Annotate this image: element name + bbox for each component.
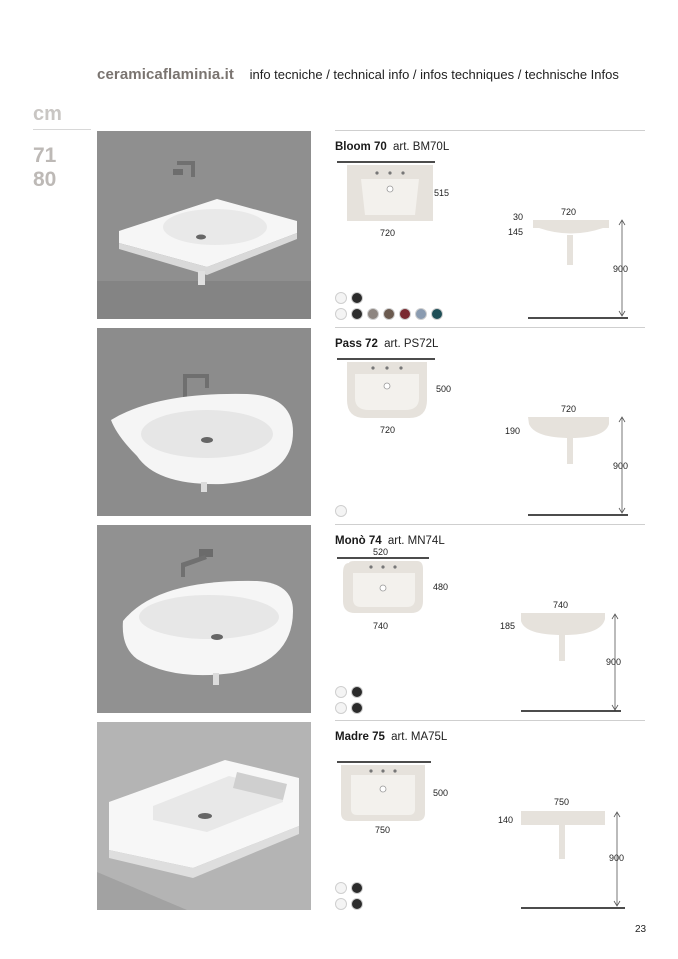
color-swatch[interactable]: [351, 686, 363, 698]
height-a-dimension: 185: [500, 621, 516, 631]
product-photo-pass: [97, 328, 311, 516]
color-swatch[interactable]: [367, 308, 379, 320]
swatch-row: [335, 882, 367, 898]
color-swatch[interactable]: [335, 505, 347, 517]
product-row-mono: [335, 525, 645, 721]
product-name: Pass 72: [335, 338, 378, 350]
side-width-dimension: 750: [554, 797, 570, 807]
floor-height-dimension: 900: [613, 461, 629, 471]
depth-dimension: 500: [433, 788, 449, 798]
front-width-dimension: 720: [380, 425, 396, 435]
floor-height-dimension: 900: [613, 264, 629, 274]
color-swatch[interactable]: [335, 882, 347, 894]
swatch-row: [335, 686, 367, 702]
technical-drawing: [335, 721, 645, 917]
floor-height-dimension: 900: [606, 657, 622, 667]
color-swatch[interactable]: [415, 308, 427, 320]
floor-height-dimension: 900: [609, 853, 625, 863]
product-article: art. PS72L: [384, 338, 439, 350]
side-width-dimension: 720: [561, 207, 577, 217]
color-swatch[interactable]: [335, 898, 347, 910]
height-a-dimension: 30: [513, 212, 524, 222]
product-row-bloom: [335, 131, 645, 327]
unit-divider: [33, 129, 91, 130]
product-photo-bloom: [97, 131, 311, 319]
depth-dimension: 500: [436, 384, 452, 394]
front-width-dimension: 720: [380, 228, 396, 238]
swatch-row: [335, 505, 351, 521]
color-swatches: [335, 292, 447, 324]
swatch-row: [335, 898, 367, 914]
technical-info-title: info tecniche / technical info / infos techniques / technische Infos: [249, 67, 619, 82]
height-a-dimension: 190: [505, 426, 521, 436]
color-swatches: [335, 882, 367, 914]
height-a-dimension: 140: [498, 815, 514, 825]
side-width-dimension: 740: [553, 600, 569, 610]
product-photo-mono: [97, 525, 311, 713]
color-swatches: [335, 686, 367, 718]
swatch-row: [335, 308, 447, 324]
color-swatch[interactable]: [335, 686, 347, 698]
color-swatch[interactable]: [351, 292, 363, 304]
brand-name[interactable]: ceramicaflaminia.it: [97, 66, 234, 83]
side-width-dimension: 720: [561, 404, 577, 414]
color-swatch[interactable]: [351, 898, 363, 910]
color-swatch[interactable]: [335, 292, 347, 304]
color-swatch[interactable]: [351, 882, 363, 894]
front-width-dimension: 740: [373, 621, 389, 631]
product-name: Bloom 70: [335, 141, 387, 153]
product-photo-madre: [97, 722, 311, 910]
size-range: [33, 144, 56, 192]
color-swatch[interactable]: [351, 702, 363, 714]
color-swatch[interactable]: [351, 308, 363, 320]
range-top: 71: [33, 144, 57, 167]
product-row-pass: [335, 328, 645, 524]
swatch-row: [335, 702, 367, 718]
swatch-row: [335, 292, 447, 308]
product-article: art. BM70L: [392, 141, 450, 153]
color-swatch[interactable]: [383, 308, 395, 320]
page-header: [97, 66, 619, 83]
color-swatches: [335, 505, 351, 521]
unit-label: cm: [33, 103, 62, 125]
top-width-dimension: 520: [373, 547, 389, 557]
depth-dimension: 480: [433, 582, 449, 592]
color-swatch[interactable]: [335, 308, 347, 320]
product-name: Madre 75: [335, 731, 385, 743]
product-row-madre: [335, 721, 645, 917]
color-swatch[interactable]: [399, 308, 411, 320]
front-width-dimension: 750: [375, 825, 391, 835]
range-bottom: 80: [33, 168, 57, 191]
depth-dimension: 515: [434, 188, 450, 198]
page-number: 23: [635, 924, 647, 935]
color-swatch[interactable]: [335, 702, 347, 714]
height-b-dimension: 145: [508, 227, 524, 237]
product-article: art. MA75L: [391, 731, 448, 743]
color-swatch[interactable]: [431, 308, 443, 320]
product-article: art. MN74L: [387, 535, 445, 547]
product-name: Monò 74: [335, 535, 382, 547]
